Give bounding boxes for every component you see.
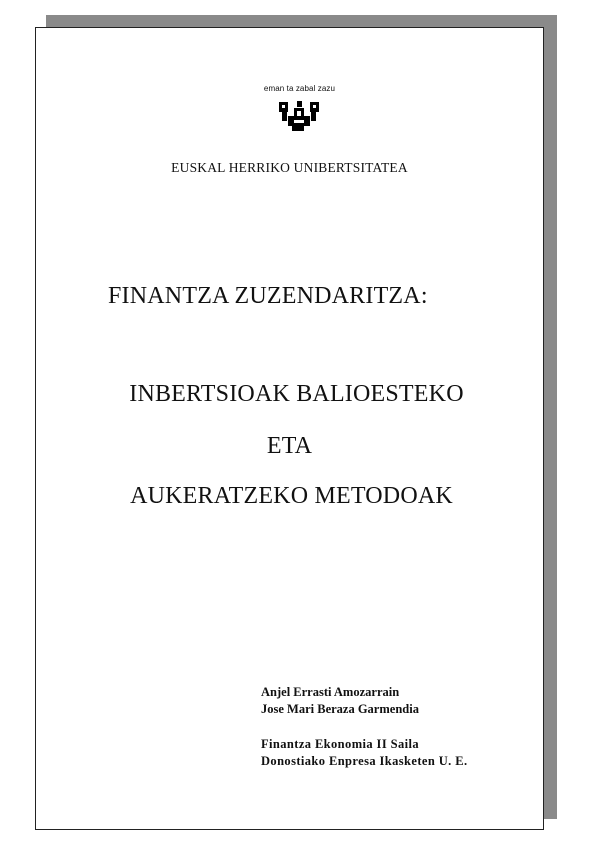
- university-logo-icon: [278, 100, 320, 132]
- subject-heading: FINANTZA ZUZENDARITZA:: [108, 283, 428, 309]
- department-name: Finantza Ekonomia II Saila: [261, 737, 420, 751]
- title-line-3: AUKERATZEKO METODOAK: [130, 483, 453, 509]
- title-line-1: INBERTSIOAK BALIOESTEKO: [129, 381, 464, 407]
- authors-block: [261, 684, 419, 718]
- author-name: Jose Mari Beraza Garmendia: [261, 702, 419, 716]
- title-line-2: ETA: [266, 433, 313, 459]
- author-name: Anjel Errasti Amozarrain: [261, 685, 400, 699]
- university-motto: eman ta zabal zazu: [263, 84, 336, 93]
- university-name: EUSKAL HERRIKO UNIBERTSITATEA: [171, 160, 408, 175]
- document-page: [35, 27, 544, 830]
- school-name: Donostiako Enpresa Ikasketen U. E.: [261, 754, 468, 768]
- department-block: [261, 736, 467, 770]
